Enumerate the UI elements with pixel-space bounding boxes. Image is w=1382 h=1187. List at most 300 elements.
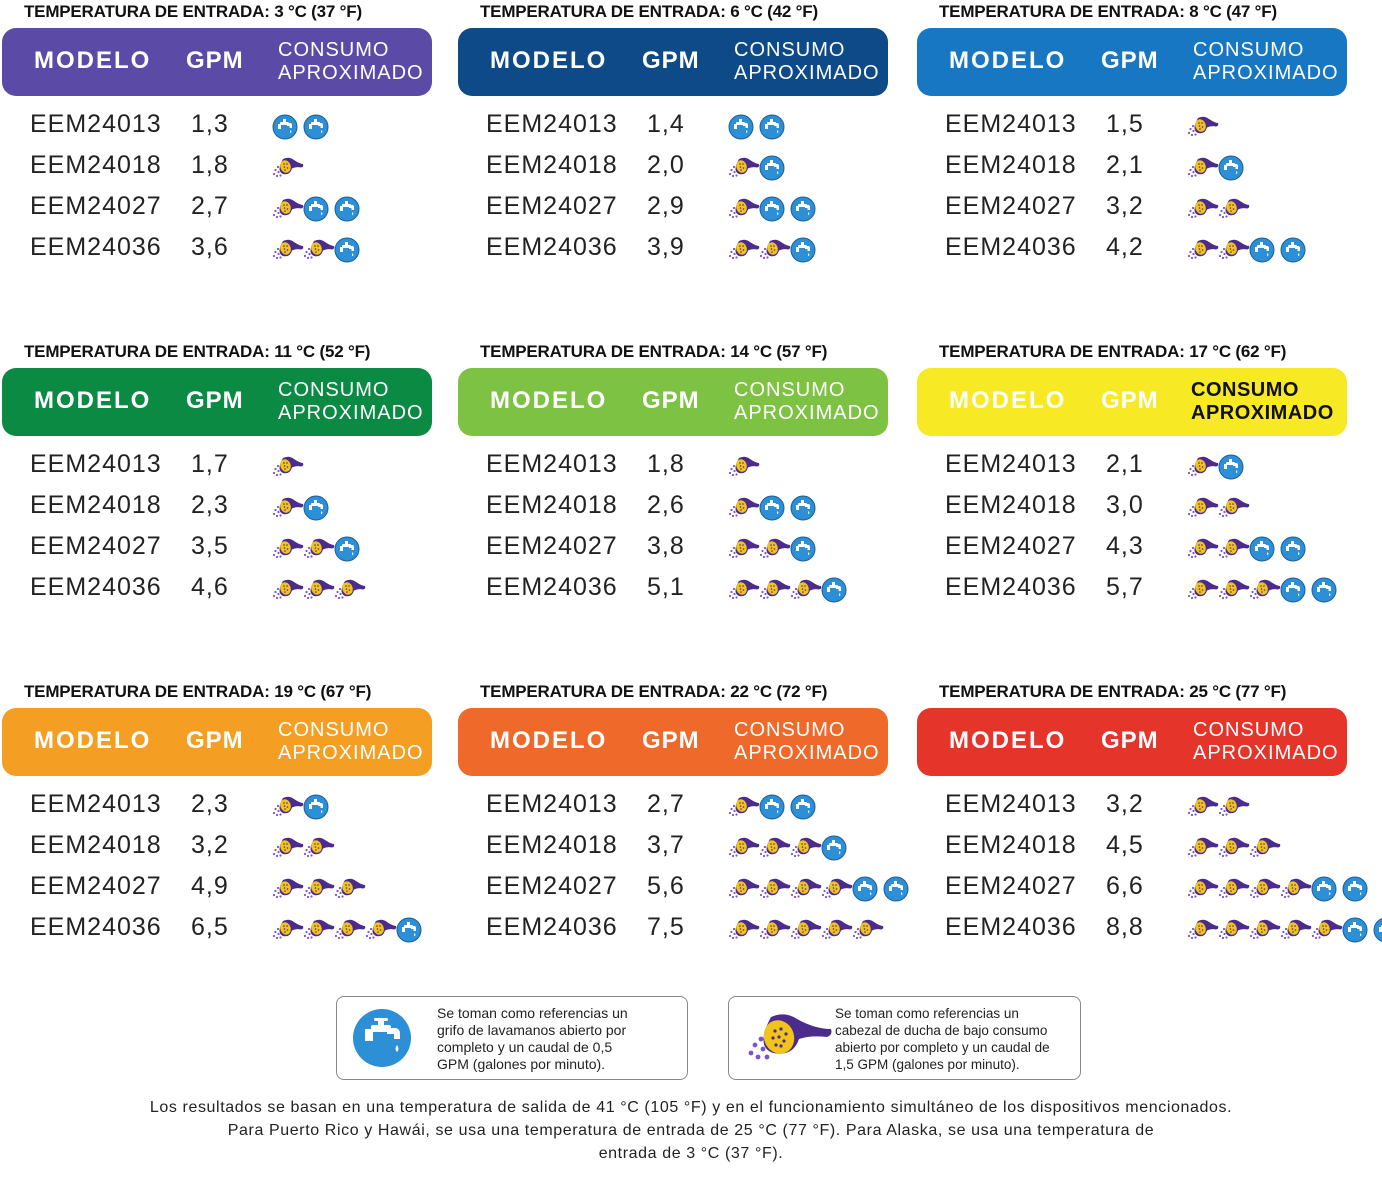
table-row (458, 909, 890, 950)
shower-icon (790, 577, 821, 603)
consumption-icons (1187, 235, 1311, 265)
header-consumo-line2: APROXIMADO (734, 62, 880, 84)
shower-icon (1218, 495, 1249, 521)
shower-icon (790, 876, 821, 902)
gpm-cell: 8,8 (1106, 913, 1144, 941)
consumption-icons (272, 833, 334, 863)
gpm-cell: 2,9 (647, 192, 685, 220)
consumption-icons (1187, 833, 1280, 863)
shower-icon (790, 835, 821, 861)
header-gpm: GPM (1101, 47, 1159, 74)
shower-icon (1187, 155, 1218, 181)
header-consumo-line1: CONSUMO (1191, 379, 1299, 401)
shower-icon (743, 1007, 835, 1074)
header-model: MODELO (949, 727, 1067, 754)
shower-icon (759, 835, 790, 861)
shower-icon (272, 577, 303, 603)
shower-icon (1280, 876, 1311, 902)
table-header (917, 368, 1347, 436)
model-cell: EEM24013 (486, 450, 618, 478)
consumption-icons (728, 534, 821, 564)
table-row (458, 106, 890, 147)
shower-icon (759, 536, 790, 562)
shower-icon (334, 577, 365, 603)
header-model: MODELO (949, 387, 1067, 414)
shower-icon (728, 196, 759, 222)
table-body (2, 106, 434, 270)
shower-icon (728, 536, 759, 562)
shower-icon (365, 917, 396, 943)
consumption-icons (1187, 915, 1382, 945)
table-header (2, 708, 432, 776)
model-cell: EEM24018 (945, 491, 1077, 519)
table-row (917, 909, 1349, 950)
table-row (458, 569, 890, 610)
header-consumo-line1: CONSUMO (734, 379, 846, 401)
temperature-panel (458, 0, 890, 310)
shower-icon (1218, 876, 1249, 902)
table-body (458, 786, 890, 950)
table-header (2, 368, 432, 436)
shower-icon (1218, 794, 1249, 820)
table-row (2, 827, 434, 868)
shower-icon (759, 577, 790, 603)
faucet-icon (303, 794, 334, 820)
shower-icon (1187, 454, 1218, 480)
shower-icon (728, 454, 759, 480)
gpm-cell: 4,5 (1106, 831, 1144, 859)
header-gpm: GPM (186, 387, 244, 414)
panel-title: TEMPERATURA DE ENTRADA: 6 °C (42 °F) (480, 2, 818, 21)
faucet-icon (396, 917, 427, 943)
legend-line: grifo de lavamanos abierto por (437, 1022, 627, 1038)
table-row (458, 147, 890, 188)
shower-icon (303, 577, 334, 603)
model-cell: EEM24036 (30, 573, 162, 601)
shower-icon (1249, 835, 1280, 861)
header-consumo (734, 719, 880, 765)
table-row (917, 106, 1349, 147)
table-row (2, 229, 434, 270)
consumption-icons (728, 493, 821, 523)
table-row (917, 229, 1349, 270)
header-gpm: GPM (642, 387, 700, 414)
temperature-panel (458, 680, 890, 990)
consumption-icons (728, 452, 759, 482)
shower-icon (1187, 917, 1218, 943)
table-row (917, 446, 1349, 487)
gpm-cell: 3,0 (1106, 491, 1144, 519)
model-cell: EEM24013 (486, 110, 618, 138)
table-row (917, 569, 1349, 610)
faucet-icon (334, 237, 365, 263)
model-cell: EEM24027 (30, 192, 162, 220)
faucet-icon (759, 495, 790, 521)
shower-icon (272, 536, 303, 562)
model-cell: EEM24036 (945, 233, 1077, 261)
faucet-icon (1280, 536, 1311, 562)
consumption-icons (1187, 452, 1249, 482)
model-cell: EEM24013 (945, 110, 1077, 138)
model-cell: EEM24036 (486, 233, 618, 261)
gpm-cell: 3,2 (1106, 790, 1144, 818)
shower-icon (759, 237, 790, 263)
table-row (458, 446, 890, 487)
table-body (2, 786, 434, 950)
faucet-icon (790, 495, 821, 521)
shower-icon (728, 577, 759, 603)
header-gpm: GPM (1101, 727, 1159, 754)
header-consumo (278, 719, 424, 765)
table-row (2, 106, 434, 147)
header-consumo (278, 379, 424, 425)
shower-icon (1249, 917, 1280, 943)
consumption-icons (728, 112, 790, 142)
shower-icon (272, 155, 303, 181)
shower-icon (1218, 577, 1249, 603)
faucet-icon (790, 794, 821, 820)
shower-icon (1187, 237, 1218, 263)
model-cell: EEM24036 (30, 913, 162, 941)
header-consumo-line1: CONSUMO (734, 39, 846, 61)
consumption-icons (1187, 575, 1342, 605)
header-gpm: GPM (642, 47, 700, 74)
model-cell: EEM24036 (945, 573, 1077, 601)
header-model: MODELO (490, 727, 608, 754)
consumption-icons (1187, 194, 1249, 224)
consumption-icons (272, 874, 365, 904)
gpm-cell: 1,8 (191, 151, 229, 179)
gpm-cell: 2,7 (647, 790, 685, 818)
header-model: MODELO (490, 387, 608, 414)
shower-icon (272, 876, 303, 902)
model-cell: EEM24027 (30, 532, 162, 560)
faucet-icon (821, 835, 852, 861)
table-header (458, 708, 888, 776)
faucet-icon (1373, 917, 1382, 943)
footnote-line: entrada de 3 °C (37 °F). (598, 1145, 784, 1162)
table-row (458, 868, 890, 909)
footnote-line: Para Puerto Rico y Hawái, se usa una temperatura de entrada de 25 °C (77 °F). Para Alaska, se usa una temperatura de (227, 1122, 1155, 1139)
shower-icon (303, 237, 334, 263)
consumption-icons (728, 235, 821, 265)
consumption-icons (728, 874, 914, 904)
gpm-cell: 5,6 (647, 872, 685, 900)
table-row (917, 528, 1349, 569)
panel-title: TEMPERATURA DE ENTRADA: 25 °C (77 °F) (939, 682, 1287, 701)
shower-icon (272, 237, 303, 263)
gpm-cell: 2,3 (191, 790, 229, 818)
shower-icon (334, 876, 365, 902)
consumption-icons (1187, 534, 1311, 564)
header-consumo-line2: APROXIMADO (734, 402, 880, 424)
faucet-icon (334, 196, 365, 222)
gpm-cell: 7,5 (647, 913, 685, 941)
gpm-cell: 2,0 (647, 151, 685, 179)
legend-line: cabezal de ducha de bajo consumo (835, 1023, 1048, 1038)
gpm-cell: 4,2 (1106, 233, 1144, 261)
table-header (2, 28, 432, 96)
consumption-icons (728, 194, 821, 224)
model-cell: EEM24027 (486, 532, 618, 560)
shower-icon (272, 794, 303, 820)
shower-icon (1249, 577, 1280, 603)
gpm-cell: 1,3 (191, 110, 229, 138)
model-cell: EEM24036 (486, 573, 618, 601)
table-row (458, 528, 890, 569)
faucet-icon (1342, 876, 1373, 902)
panel-title: TEMPERATURA DE ENTRADA: 8 °C (47 °F) (939, 2, 1277, 21)
legend-line: completo y un caudal de 0,5 (437, 1039, 613, 1055)
temperature-panel (2, 0, 434, 310)
table-body (458, 446, 890, 610)
model-cell: EEM24013 (945, 450, 1077, 478)
model-cell: EEM24018 (486, 491, 618, 519)
consumption-icons (272, 792, 334, 822)
shower-icon (728, 155, 759, 181)
table-row (2, 487, 434, 528)
model-cell: EEM24013 (30, 450, 162, 478)
shower-icon (821, 876, 852, 902)
shower-icon (1187, 114, 1218, 140)
shower-icon (1187, 876, 1218, 902)
consumption-icons (728, 833, 852, 863)
shower-icon (334, 917, 365, 943)
consumption-icons (272, 112, 334, 142)
gpm-cell: 1,8 (647, 450, 685, 478)
gpm-cell: 3,2 (191, 831, 229, 859)
consumption-icons (1187, 792, 1249, 822)
faucet-icon (1311, 577, 1342, 603)
gpm-cell: 3,8 (647, 532, 685, 560)
header-consumo-line2: APROXIMADO (1193, 62, 1339, 84)
shower-icon (1218, 196, 1249, 222)
model-cell: EEM24036 (945, 913, 1077, 941)
shower-icon (728, 876, 759, 902)
faucet-icon (759, 155, 790, 181)
shower-icon (1218, 237, 1249, 263)
gpm-cell: 2,6 (647, 491, 685, 519)
model-cell: EEM24018 (945, 151, 1077, 179)
gpm-cell: 5,1 (647, 573, 685, 601)
temperature-panel (917, 340, 1349, 650)
gpm-cell: 1,7 (191, 450, 229, 478)
model-cell: EEM24018 (945, 831, 1077, 859)
consumption-icons (272, 153, 303, 183)
gpm-cell: 4,6 (191, 573, 229, 601)
table-row (2, 147, 434, 188)
header-model: MODELO (34, 727, 152, 754)
gpm-cell: 4,9 (191, 872, 229, 900)
shower-icon (1218, 835, 1249, 861)
gpm-cell: 2,3 (191, 491, 229, 519)
faucet-icon (351, 1007, 413, 1074)
header-gpm: GPM (642, 727, 700, 754)
header-consumo-line1: CONSUMO (278, 379, 390, 401)
shower-icon (821, 917, 852, 943)
shower-legend (728, 996, 1081, 1080)
table-row (2, 188, 434, 229)
faucet-icon (1249, 237, 1280, 263)
table-header (917, 28, 1347, 96)
gpm-cell: 3,5 (191, 532, 229, 560)
shower-icon (1280, 917, 1311, 943)
table-body (458, 106, 890, 270)
shower-icon (1218, 917, 1249, 943)
shower-icon (759, 917, 790, 943)
header-consumo (734, 39, 880, 85)
header-consumo-line2: APROXIMADO (278, 402, 424, 424)
shower-icon (790, 917, 821, 943)
header-gpm: GPM (186, 727, 244, 754)
model-cell: EEM24036 (30, 233, 162, 261)
temperature-panel (917, 0, 1349, 310)
model-cell: EEM24018 (30, 831, 162, 859)
model-cell: EEM24018 (30, 491, 162, 519)
header-consumo (278, 39, 424, 85)
shower-icon (852, 917, 883, 943)
consumption-icons (1187, 112, 1218, 142)
table-body (917, 786, 1349, 950)
faucet-icon (790, 237, 821, 263)
shower-icon (303, 917, 334, 943)
temperature-panel (458, 340, 890, 650)
table-row (2, 569, 434, 610)
table-body (917, 446, 1349, 610)
faucet-icon (821, 577, 852, 603)
faucet-icon (759, 794, 790, 820)
gpm-cell: 1,4 (647, 110, 685, 138)
header-consumo (1193, 39, 1339, 85)
shower-icon (303, 876, 334, 902)
header-consumo-line1: CONSUMO (278, 719, 390, 741)
faucet-icon (790, 196, 821, 222)
model-cell: EEM24013 (30, 110, 162, 138)
shower-icon (759, 876, 790, 902)
header-consumo-line2: APROXIMADO (1193, 742, 1339, 764)
model-cell: EEM24018 (486, 151, 618, 179)
faucet-icon (272, 114, 303, 140)
consumption-icons (272, 915, 427, 945)
header-model: MODELO (34, 387, 152, 414)
faucet-icon (1280, 237, 1311, 263)
consumption-icons (728, 915, 883, 945)
shower-icon (728, 835, 759, 861)
consumption-icons (272, 493, 334, 523)
gpm-cell: 1,5 (1106, 110, 1144, 138)
header-consumo-line2: APROXIMADO (278, 62, 424, 84)
shower-icon (728, 495, 759, 521)
consumption-icons (1187, 493, 1249, 523)
gpm-cell: 4,3 (1106, 532, 1144, 560)
table-row (458, 487, 890, 528)
faucet-icon (759, 196, 790, 222)
shower-icon (1311, 917, 1342, 943)
faucet-icon (1342, 917, 1373, 943)
table-header (458, 368, 888, 436)
gpm-cell: 3,2 (1106, 192, 1144, 220)
faucet-icon (303, 114, 334, 140)
consumption-icons (272, 534, 365, 564)
panel-title: TEMPERATURA DE ENTRADA: 14 °C (57 °F) (480, 342, 828, 361)
consumption-icons (1187, 153, 1249, 183)
table-header (458, 28, 888, 96)
shower-icon (272, 454, 303, 480)
shower-icon (728, 794, 759, 820)
faucet-icon (303, 495, 334, 521)
panel-title: TEMPERATURA DE ENTRADA: 22 °C (72 °F) (480, 682, 828, 701)
temperature-panel (917, 680, 1349, 990)
model-cell: EEM24013 (945, 790, 1077, 818)
consumption-icons (272, 575, 365, 605)
shower-icon (1187, 577, 1218, 603)
header-model: MODELO (949, 47, 1067, 74)
faucet-icon (1249, 536, 1280, 562)
header-consumo-line2: APROXIMADO (278, 742, 424, 764)
consumption-icons (728, 153, 790, 183)
shower-icon (303, 536, 334, 562)
shower-icon (303, 835, 334, 861)
gpm-cell: 3,7 (647, 831, 685, 859)
shower-icon (1187, 196, 1218, 222)
table-row (2, 786, 434, 827)
table-row (458, 786, 890, 827)
model-cell: EEM24027 (945, 192, 1077, 220)
faucet-icon (1280, 577, 1311, 603)
consumption-icons (272, 452, 303, 482)
table-row (2, 528, 434, 569)
faucet-icon (1311, 876, 1342, 902)
header-consumo-line2: APROXIMADO (734, 742, 880, 764)
header-consumo-line2: APROXIMADO (1191, 402, 1334, 424)
faucet-icon (728, 114, 759, 140)
gpm-cell: 3,9 (647, 233, 685, 261)
model-cell: EEM24018 (30, 151, 162, 179)
legend-line: Se toman como referencias un (437, 1005, 628, 1021)
table-row (917, 827, 1349, 868)
table-row (2, 909, 434, 950)
shower-icon (1187, 495, 1218, 521)
consumption-icons (272, 235, 365, 265)
model-cell: EEM24027 (945, 872, 1077, 900)
footnote-line: Los resultados se basan en una temperatura de salida de 41 °C (105 °F) y en el funcionamiento simultáneo de los dispositivos mencionados. (149, 1099, 1233, 1116)
shower-icon (1187, 536, 1218, 562)
faucet-icon (759, 114, 790, 140)
table-row (917, 868, 1349, 909)
consumption-icons (728, 792, 821, 822)
table-row (917, 487, 1349, 528)
legend-line: Se toman como referencias un (835, 1006, 1019, 1021)
consumption-icons (1187, 874, 1373, 904)
gpm-cell: 2,1 (1106, 151, 1144, 179)
temperature-panel (2, 340, 434, 650)
faucet-icon (334, 536, 365, 562)
header-model: MODELO (490, 47, 608, 74)
header-consumo-line1: CONSUMO (1193, 719, 1305, 741)
footnote (20, 1096, 1362, 1165)
model-cell: EEM24013 (30, 790, 162, 818)
table-row (917, 786, 1349, 827)
consumption-icons (272, 194, 365, 224)
faucet-icon (1218, 155, 1249, 181)
panel-title: TEMPERATURA DE ENTRADA: 17 °C (62 °F) (939, 342, 1287, 361)
shower-icon (272, 196, 303, 222)
table-row (917, 147, 1349, 188)
table-row (917, 188, 1349, 229)
shower-icon (728, 917, 759, 943)
table-body (2, 446, 434, 610)
table-row (2, 446, 434, 487)
